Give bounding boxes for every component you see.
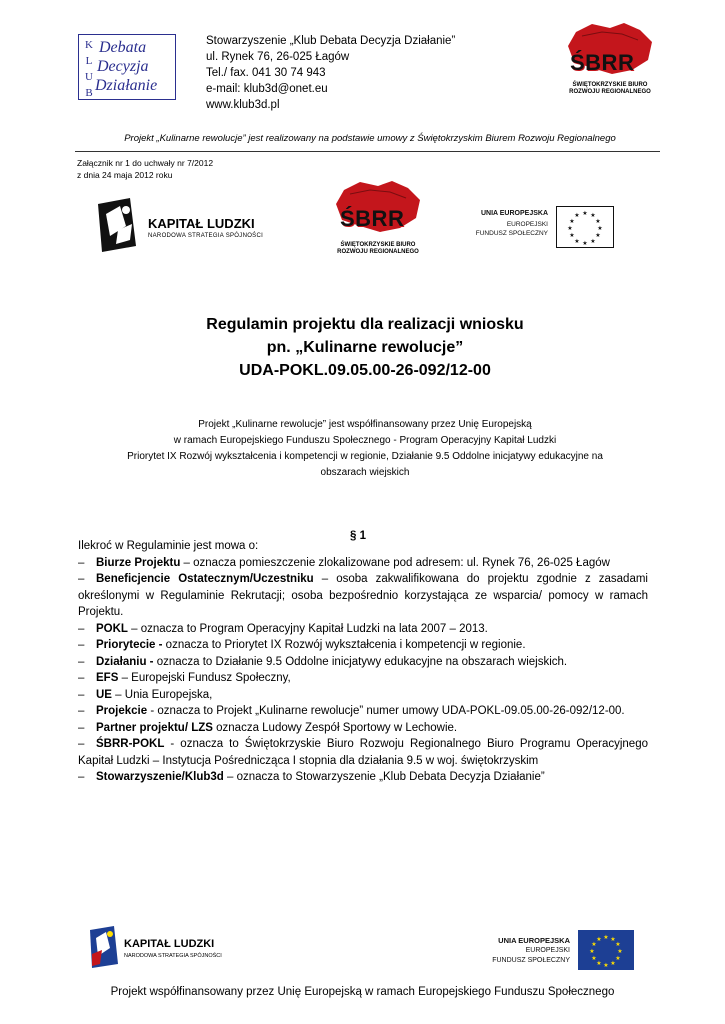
svg-text:★: ★: [582, 240, 588, 247]
definition-text: - oznacza to Projekt „Kulinarne rewolucje” numer umowy UDA-POKL-09.05.00-26-092/12-00.: [147, 705, 625, 717]
definition-text: oznacza to Działanie 9.5 Oddolne inicjatywy edukacyjne na obszarach wiejskich.: [153, 655, 568, 668]
kl-title: KAPITAŁ LUDZKI: [148, 216, 255, 231]
kl-footer-title: KAPITAŁ LUDZKI: [124, 938, 215, 950]
sbrr-name-center: ŚBRR: [340, 206, 405, 231]
svg-text:★: ★: [596, 960, 602, 967]
svg-text:★: ★: [590, 238, 596, 245]
org-website: www.klub3d.pl: [206, 99, 280, 111]
svg-text:★: ★: [591, 941, 597, 948]
svg-text:★: ★: [574, 212, 580, 219]
kl-footer-subtitle: NARODOWA STRATEGIA SPÓJNOŚCI: [124, 953, 222, 959]
definition-item: [78, 555, 648, 572]
definition-term: Działaniu -: [96, 655, 154, 668]
dash-marker: –: [78, 622, 85, 635]
dash-marker: –: [78, 771, 85, 783]
dash-marker: –: [78, 655, 85, 668]
kapital-ludzki-color-icon: [88, 924, 120, 970]
definition-item: [78, 670, 648, 687]
eu-logo-footer: [480, 930, 636, 972]
dash-marker: –: [78, 688, 85, 701]
definition-term: Projekcie: [96, 705, 148, 717]
intro-paragraph: [80, 417, 650, 481]
eu-footer-sub1: EUROPEJSKI: [525, 947, 570, 954]
definitions-lead: Ilekroć w Regulaminie jest mowa o:: [78, 540, 259, 552]
klub-letter-u: U: [85, 71, 93, 83]
klub-word-debata: Debata: [99, 39, 147, 56]
definition-text: oznacza Ludowy Zespół Sportowy w Lechowie.: [212, 721, 458, 734]
intro-line-3: Priorytet IX Rozwój wykształcenia i kompetencji w regionie, Działanie 9.5 Oddolne inicjatywy edukacyjne na: [127, 451, 603, 462]
klub-letters: [85, 39, 93, 99]
dash-marker: –: [78, 738, 85, 750]
sbrr-center-sub-line1: ŚWIĘTOKRZYSKIE BIURO: [340, 242, 416, 248]
svg-text:★: ★: [603, 934, 609, 941]
sbrr-sub-line2: ROZWOJU REGIONALNEGO: [569, 89, 651, 95]
dash-marker: –: [78, 721, 85, 734]
eu-footer-sub2: FUNDUSZ SPOŁECZNY: [492, 957, 570, 964]
sbrr-subtitle: [566, 82, 654, 96]
eu-footer-title: UNIA EUROPEJSKA: [498, 936, 570, 945]
definition-term: UE: [96, 688, 112, 701]
sbrr-logo-center: [330, 180, 426, 258]
dash-marker: –: [78, 705, 85, 717]
section-heading: § 1: [350, 530, 366, 542]
definition-text: – Unia Europejska,: [111, 688, 213, 701]
svg-text:★: ★: [569, 218, 575, 225]
document-title-line3: UDA-POKL.09.05.00-26-092/12-00: [239, 362, 491, 379]
definition-term: Partner projektu/ LZS: [96, 721, 213, 734]
svg-text:★: ★: [567, 225, 573, 232]
definition-term: Biurze Projektu: [96, 556, 181, 569]
svg-text:★: ★: [569, 232, 575, 239]
project-agreement-line: Projekt „Kulinarne rewolucje” jest realizowany na podstawie umowy z Świętokrzyskim Biurem Rozwoju Regionalnego: [124, 133, 616, 144]
sbrr-logo-header: [562, 22, 658, 100]
svg-text:★: ★: [595, 232, 601, 239]
footer-note: Projekt współfinansowany przez Unię Europejską w ramach Europejskiego Funduszu Społecznego: [110, 986, 615, 998]
document-title-line1: Regulamin projektu dla realizacji wniosku: [206, 316, 524, 333]
definition-text: – oznacza to Program Operacyjny Kapitał Ludzki na lata 2007 – 2013.: [127, 622, 488, 635]
svg-text:★: ★: [596, 936, 602, 943]
intro-line-2: w ramach Europejskiego Funduszu Społecznego - Program Operacyjny Kapitał Ludzki: [173, 435, 557, 446]
svg-text:★: ★: [597, 225, 603, 232]
definition-term: Priorytecie -: [96, 639, 163, 651]
header-divider: [75, 151, 660, 152]
svg-text:★: ★: [615, 941, 621, 948]
annex-note: [77, 157, 213, 181]
klub-letter-l: L: [85, 55, 93, 67]
definition-item: [78, 720, 648, 737]
definition-term: ŚBRR-POKL: [96, 738, 165, 750]
definition-item: [78, 571, 648, 621]
svg-text:★: ★: [603, 962, 609, 969]
klub-word-dzialanie: Działanie: [95, 77, 158, 94]
definition-text: - oznacza to Świętokrzyskie Biuro Rozwoju Regionalnego Biuro Programu Operacyjnego Kapitał Ludzki – Instytucja Pośrednicząca I stopnia dla działania 9.5 w woj. świętokrzyskim: [78, 738, 648, 767]
eu-title: UNIA EUROPEJSKA: [480, 210, 548, 217]
dash-marker: –: [78, 556, 85, 569]
org-name: Stowarzyszenie „Klub Debata Decyzja Działanie”: [206, 35, 456, 47]
dash-marker: –: [78, 672, 85, 684]
document-title-line2: pn. „Kulinarne rewolucje”: [266, 339, 464, 356]
definitions-list: [78, 538, 648, 786]
svg-text:★: ★: [610, 936, 616, 943]
definition-item: [78, 637, 648, 654]
svg-text:★: ★: [595, 218, 601, 225]
eu-sub2: FUNDUSZ SPOŁECZNY: [475, 230, 548, 237]
org-email: e-mail: klub3d@onet.eu: [206, 83, 328, 95]
definition-text: – oznacza to Stowarzyszenie „Klub Debata Decyzja Działanie”: [223, 771, 545, 783]
contact-block: [206, 33, 455, 113]
sbrr-sub-line1: ŚWIĘTOKRZYSKIE BIURO: [572, 82, 648, 88]
kl-subtitle: NARODOWA STRATEGIA SPÓJNOŚCI: [148, 233, 264, 239]
svg-text:★: ★: [617, 948, 623, 955]
definition-term: Beneficjencie Ostatecznym/Uczestniku: [96, 573, 314, 585]
svg-text:★: ★: [589, 948, 595, 955]
sbrr-name: ŚBRR: [570, 50, 635, 75]
intro-line-1: Projekt „Kulinarne rewolucje” jest współfinansowany przez Unię Europejską: [198, 419, 532, 430]
sbrr-subtitle-center: [334, 242, 422, 256]
eu-sub1: EUROPEJSKI: [506, 221, 548, 228]
eu-logo-top: [460, 206, 620, 250]
kapital-ludzki-logo: [96, 196, 296, 254]
kapital-ludzki-logo-footer: [88, 924, 268, 974]
klub-letter-b: B: [85, 87, 93, 99]
definition-term: EFS: [96, 672, 119, 684]
svg-text:★: ★: [574, 238, 580, 245]
definition-item: [78, 654, 648, 671]
definition-item: [78, 769, 648, 786]
intro-line-4: obszarach wiejskich: [320, 467, 410, 478]
definition-text: – osoba zakwalifikowana do projektu zgodnie z zasadami określonymi w Regulaminie Rekrutacji; osoba bezpośrednio korzystająca ze wsparcia/ pomocy w ramach Projektu.: [78, 573, 648, 618]
svg-text:★: ★: [590, 212, 596, 219]
definition-item: [78, 621, 648, 638]
definition-term: Stowarzyszenie/Klub3d: [96, 771, 224, 783]
annex-line-2: z dnia 24 maja 2012 roku: [77, 170, 173, 180]
org-address: ul. Rynek 76, 26-025 Łagów: [206, 51, 350, 63]
sbrr-center-sub-line2: ROZWOJU REGIONALNEGO: [337, 249, 419, 255]
definition-item: [78, 703, 648, 720]
definition-text: oznacza to Priorytet IX Rozwój wykształcenia i kompetencji w regionie.: [162, 639, 526, 651]
svg-text:★: ★: [582, 210, 588, 217]
org-phone: Tel./ fax. 041 30 74 943: [206, 67, 326, 79]
definition-term: POKL: [96, 622, 128, 635]
definition-item: [78, 736, 648, 769]
dash-marker: –: [78, 639, 85, 651]
klub-word-decyzja: Decyzja: [97, 58, 149, 75]
definition-item: [78, 687, 648, 704]
annex-line-1: Załącznik nr 1 do uchwały nr 7/2012: [77, 158, 214, 168]
klub-letter-k: K: [85, 39, 93, 51]
svg-text:★: ★: [591, 955, 597, 962]
definition-text: – oznacza pomieszczenie zlokalizowane pod adresem: ul. Rynek 76, 26-025 Łagów: [180, 556, 610, 569]
klub-3d-logo: [78, 34, 176, 100]
definition-text: – Europejski Fundusz Społeczny,: [118, 672, 291, 684]
eu-flag-outline-icon: [556, 206, 614, 248]
dash-marker: –: [78, 573, 85, 585]
svg-text:★: ★: [615, 955, 621, 962]
kapital-ludzki-icon: [96, 196, 140, 254]
svg-text:★: ★: [610, 960, 616, 967]
eu-flag-icon: [578, 930, 634, 970]
